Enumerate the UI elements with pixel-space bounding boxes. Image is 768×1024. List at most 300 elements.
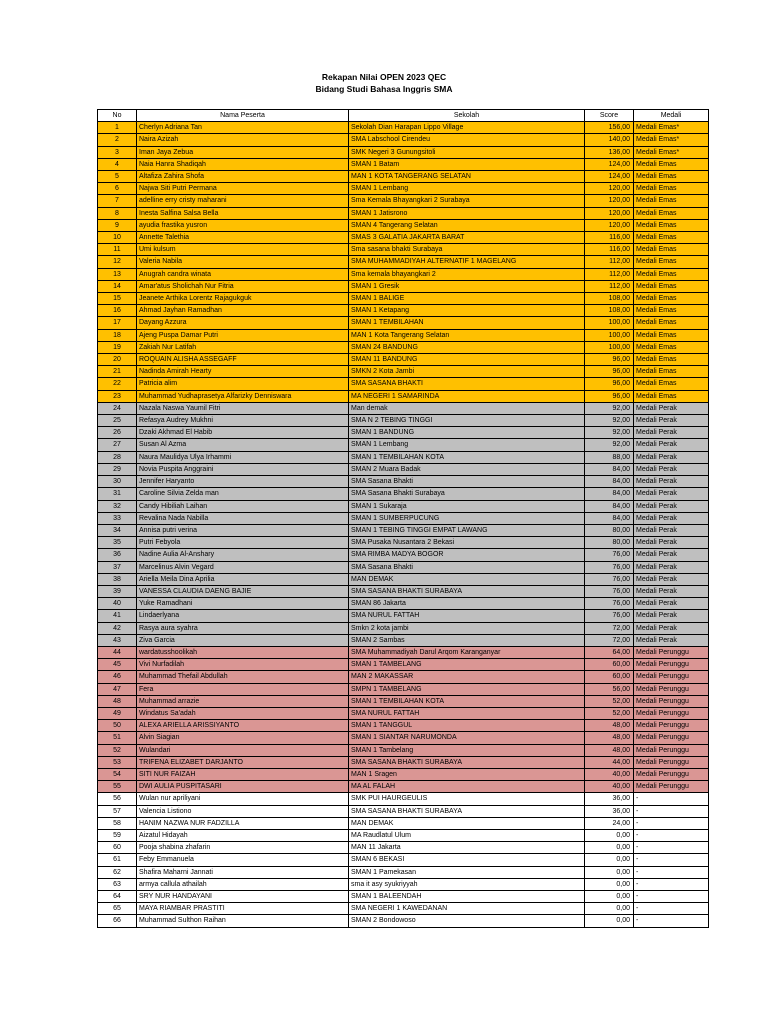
medal-label: Medali Emas <box>634 232 709 244</box>
score-value: 96,00 <box>585 378 634 390</box>
table-row <box>98 891 709 903</box>
school-name: Sma sasana bhakti Surabaya <box>349 244 585 256</box>
school-name: SMK Negeri 3 Gunungsitoli <box>349 146 585 158</box>
school-name: SMAN 1 TAMBELANG <box>349 659 585 671</box>
participant-name: Revalina Nada Nabilla <box>137 512 349 524</box>
table-row <box>98 866 709 878</box>
medal-label: - <box>634 805 709 817</box>
score-value: 44,00 <box>585 756 634 768</box>
participant-number: 18 <box>98 329 137 341</box>
score-value: 100,00 <box>585 317 634 329</box>
participant-number: 40 <box>98 598 137 610</box>
school-name: SMAN 1 TEMBILAHAN KOTA <box>349 451 585 463</box>
score-value: 48,00 <box>585 732 634 744</box>
score-value: 76,00 <box>585 598 634 610</box>
participant-number: 35 <box>98 537 137 549</box>
participant-number: 63 <box>98 878 137 890</box>
participant-number: 57 <box>98 805 137 817</box>
participant-name: ALEXA ARIELLA ARISSIYANTO <box>137 720 349 732</box>
table-row <box>98 634 709 646</box>
table-row <box>98 732 709 744</box>
table-row <box>98 744 709 756</box>
participant-name: DWI AULIA PUSPITASARI <box>137 781 349 793</box>
score-value: 116,00 <box>585 232 634 244</box>
participant-number: 65 <box>98 903 137 915</box>
table-row <box>98 829 709 841</box>
participant-name: Ahmad Jayhan Ramadhan <box>137 305 349 317</box>
participant-number: 3 <box>98 146 137 158</box>
participant-name: Najwa Siti Putri Permana <box>137 183 349 195</box>
medal-label: - <box>634 793 709 805</box>
table-row <box>98 585 709 597</box>
score-value: 112,00 <box>585 280 634 292</box>
table-row <box>98 195 709 207</box>
score-value: 112,00 <box>585 256 634 268</box>
school-name: SMAN 1 Sukaraja <box>349 500 585 512</box>
participant-number: 50 <box>98 720 137 732</box>
table-row <box>98 915 709 927</box>
school-name: Man demak <box>349 402 585 414</box>
table-row <box>98 659 709 671</box>
school-name: SMK PUI HAURGEULIS <box>349 793 585 805</box>
medal-label: Medali Emas <box>634 207 709 219</box>
table-row <box>98 537 709 549</box>
participant-name: Feby Emmanuela <box>137 854 349 866</box>
school-name: MAN 2 MAKASSAR <box>349 671 585 683</box>
medal-label: Medali Perak <box>634 598 709 610</box>
medal-label: Medali Perunggu <box>634 659 709 671</box>
score-value: 76,00 <box>585 585 634 597</box>
participant-number: 48 <box>98 695 137 707</box>
table-row <box>98 378 709 390</box>
table-row <box>98 842 709 854</box>
school-name: SMAN 1 Lembang <box>349 183 585 195</box>
table-row <box>98 549 709 561</box>
table-row <box>98 561 709 573</box>
score-value: 64,00 <box>585 646 634 658</box>
medal-label: Medali Perak <box>634 427 709 439</box>
medal-label: Medali Emas <box>634 183 709 195</box>
medal-label: Medali Perak <box>634 439 709 451</box>
medal-label: Medali Perunggu <box>634 720 709 732</box>
participant-number: 10 <box>98 232 137 244</box>
participant-name: Novia Puspita Anggraini <box>137 463 349 475</box>
score-value: 84,00 <box>585 463 634 475</box>
participant-name: Muhammad Thefail Abdullah <box>137 671 349 683</box>
school-name: SMA Sasana Bhakti <box>349 476 585 488</box>
medal-label: Medali Emas <box>634 158 709 170</box>
school-name: SMAN 1 BALEENDAH <box>349 891 585 903</box>
table-row <box>98 622 709 634</box>
participant-name: Putri Febyola <box>137 537 349 549</box>
medal-label: Medali Emas <box>634 317 709 329</box>
participant-name: Nadinda Amirah Hearty <box>137 366 349 378</box>
school-name: SMAN 86 Jakarta <box>349 598 585 610</box>
table-row <box>98 488 709 500</box>
table-row <box>98 671 709 683</box>
participant-name: Caroline Silvia Zelda man <box>137 488 349 500</box>
participant-number: 42 <box>98 622 137 634</box>
medal-label: Medali Perunggu <box>634 732 709 744</box>
score-value: 36,00 <box>585 805 634 817</box>
score-value: 72,00 <box>585 622 634 634</box>
participant-name: TRIFENA ELIZABET DARJANTO <box>137 756 349 768</box>
school-name: sma it asy syukriyyah <box>349 878 585 890</box>
school-name: SMAN 11 BANDUNG <box>349 354 585 366</box>
participant-name: VANESSA CLAUDIA DAENG BAJIE <box>137 585 349 597</box>
table-row <box>98 146 709 158</box>
participant-name: Nadine Aulia Al-Anshary <box>137 549 349 561</box>
participant-name: Naia Hanra Shadiqah <box>137 158 349 170</box>
school-name: SMKN 2 Kota Jambi <box>349 366 585 378</box>
school-name: MAN 1 Sragen <box>349 768 585 780</box>
medal-label: Medali Emas* <box>634 122 709 134</box>
table-row <box>98 756 709 768</box>
table-row <box>98 158 709 170</box>
column-header-name: Nama Peserta <box>137 110 349 122</box>
participant-name: ayudia frastika yusron <box>137 219 349 231</box>
score-value: 92,00 <box>585 402 634 414</box>
score-value: 76,00 <box>585 610 634 622</box>
participant-number: 19 <box>98 341 137 353</box>
school-name: SMA Labschool Cirendeu <box>349 134 585 146</box>
score-value: 120,00 <box>585 219 634 231</box>
participant-name: wardatusshoolikah <box>137 646 349 658</box>
school-name: SMAN 1 SIANTAR NARUMONDA <box>349 732 585 744</box>
score-value: 100,00 <box>585 341 634 353</box>
participant-name: Jennifer Haryanto <box>137 476 349 488</box>
table-row <box>98 366 709 378</box>
table-row <box>98 402 709 414</box>
participant-name: Jeanete Arthika Lorentz Rajagukguk <box>137 293 349 305</box>
participant-name: Pooja shabina zhafarin <box>137 842 349 854</box>
score-value: 76,00 <box>585 573 634 585</box>
medal-label: Medali Perunggu <box>634 683 709 695</box>
table-row <box>98 256 709 268</box>
participant-name: Zakiah Nur Latifah <box>137 341 349 353</box>
score-value: 24,00 <box>585 817 634 829</box>
score-value: 52,00 <box>585 707 634 719</box>
school-name: MAN DEMAK <box>349 573 585 585</box>
medal-label: Medali Emas* <box>634 134 709 146</box>
participant-name: Wulandari <box>137 744 349 756</box>
school-name: SMA SASANA BHAKTI SURABAYA <box>349 805 585 817</box>
table-row <box>98 524 709 536</box>
table-row <box>98 903 709 915</box>
school-name: SMA SASANA BHAKTI SURABAYA <box>349 756 585 768</box>
school-name: SMAN 1 SUMBERPUCUNG <box>349 512 585 524</box>
participant-number: 58 <box>98 817 137 829</box>
participant-number: 9 <box>98 219 137 231</box>
score-value: 40,00 <box>585 768 634 780</box>
participant-name: Annette Talethia <box>137 232 349 244</box>
medal-label: Medali Emas <box>634 280 709 292</box>
table-row <box>98 512 709 524</box>
participant-number: 11 <box>98 244 137 256</box>
participant-name: Anugrah candra winata <box>137 268 349 280</box>
participant-name: armya callula athailah <box>137 878 349 890</box>
score-value: 0,00 <box>585 866 634 878</box>
score-value: 80,00 <box>585 537 634 549</box>
participant-name: Ajeng Puspa Damar Putri <box>137 329 349 341</box>
medal-label: Medali Perunggu <box>634 707 709 719</box>
table-row <box>98 244 709 256</box>
participant-number: 32 <box>98 500 137 512</box>
table-row <box>98 476 709 488</box>
participant-number: 12 <box>98 256 137 268</box>
score-value: 36,00 <box>585 793 634 805</box>
score-value: 96,00 <box>585 366 634 378</box>
table-row <box>98 171 709 183</box>
score-value: 96,00 <box>585 390 634 402</box>
score-value: 56,00 <box>585 683 634 695</box>
column-header-no: No <box>98 110 137 122</box>
participant-name: Naura Maulidya Ulya Irhammi <box>137 451 349 463</box>
table-row <box>98 122 709 134</box>
table-row <box>98 817 709 829</box>
participant-number: 33 <box>98 512 137 524</box>
school-name: SMAN 1 TEMBILAHAN <box>349 317 585 329</box>
participant-name: Alvin Siagian <box>137 732 349 744</box>
score-value: 88,00 <box>585 451 634 463</box>
participant-name: Yuke Ramadhani <box>137 598 349 610</box>
medal-label: Medali Perak <box>634 561 709 573</box>
participant-number: 37 <box>98 561 137 573</box>
school-name: SMAN 24 BANDUNG <box>349 341 585 353</box>
school-name: Sekolah Dian Harapan Lippo Village <box>349 122 585 134</box>
table-row <box>98 390 709 402</box>
medal-label: Medali Perunggu <box>634 768 709 780</box>
table-row <box>98 451 709 463</box>
school-name: SMA Sasana Bhakti <box>349 561 585 573</box>
score-value: 136,00 <box>585 146 634 158</box>
score-value: 40,00 <box>585 781 634 793</box>
participant-number: 60 <box>98 842 137 854</box>
participant-number: 6 <box>98 183 137 195</box>
participant-name: Wulan nur apriliyani <box>137 793 349 805</box>
table-row <box>98 415 709 427</box>
participant-name: SITI NUR FAIZAH <box>137 768 349 780</box>
medal-label: Medali Perunggu <box>634 695 709 707</box>
school-name: SMA NEGERI 1 KAWEDANAN <box>349 903 585 915</box>
score-value: 120,00 <box>585 195 634 207</box>
medal-label: Medali Emas <box>634 195 709 207</box>
medal-label: Medali Emas <box>634 390 709 402</box>
score-value: 84,00 <box>585 512 634 524</box>
school-name: MAN 1 Kota Tangerang Selatan <box>349 329 585 341</box>
participant-number: 16 <box>98 305 137 317</box>
participant-name: Dayang Azzura <box>137 317 349 329</box>
medal-label: Medali Emas <box>634 244 709 256</box>
school-name: SMAN 1 BANDUNG <box>349 427 585 439</box>
school-name: MAN 1 KOTA TANGERANG SELATAN <box>349 171 585 183</box>
participant-number: 14 <box>98 280 137 292</box>
score-value: 76,00 <box>585 561 634 573</box>
participant-number: 21 <box>98 366 137 378</box>
score-value: 140,00 <box>585 134 634 146</box>
participant-number: 41 <box>98 610 137 622</box>
school-name: SMA SASANA BHAKTI <box>349 378 585 390</box>
participant-name: Inesta Salfina Salsa Bella <box>137 207 349 219</box>
participant-number: 15 <box>98 293 137 305</box>
table-row <box>98 463 709 475</box>
participant-number: 30 <box>98 476 137 488</box>
participant-name: Shafira Maharni Jannati <box>137 866 349 878</box>
table-row <box>98 610 709 622</box>
medal-label: Medali Perak <box>634 500 709 512</box>
table-row <box>98 500 709 512</box>
score-value: 0,00 <box>585 915 634 927</box>
table-row <box>98 293 709 305</box>
participant-number: 29 <box>98 463 137 475</box>
school-name: SMAN 1 TEMBILAHAN KOTA <box>349 695 585 707</box>
participant-number: 25 <box>98 415 137 427</box>
table-row <box>98 317 709 329</box>
school-name: SMA Pusaka Nusantara 2 Bekasi <box>349 537 585 549</box>
school-name: SMPN 1 TAMBELANG <box>349 683 585 695</box>
medal-label: Medali Perak <box>634 549 709 561</box>
school-name: MAN DEMAK <box>349 817 585 829</box>
score-value: 76,00 <box>585 549 634 561</box>
medal-label: - <box>634 903 709 915</box>
medal-label: Medali Emas <box>634 268 709 280</box>
participant-number: 62 <box>98 866 137 878</box>
participant-name: Rasya aura syahra <box>137 622 349 634</box>
school-name: Sma kemala bhayangkari 2 <box>349 268 585 280</box>
table-row <box>98 207 709 219</box>
score-value: 112,00 <box>585 268 634 280</box>
participant-name: Candy Hibiliah Laihan <box>137 500 349 512</box>
school-name: MAN 11 Jakarta <box>349 842 585 854</box>
table-row <box>98 793 709 805</box>
school-name: SMA N 2 TEBING TINGGI <box>349 415 585 427</box>
participant-name: ROQUAIN ALISHA ASSEGAFF <box>137 354 349 366</box>
medal-label: Medali Perak <box>634 415 709 427</box>
participant-number: 7 <box>98 195 137 207</box>
school-name: SMAN 2 Sambas <box>349 634 585 646</box>
participant-number: 38 <box>98 573 137 585</box>
participant-number: 47 <box>98 683 137 695</box>
school-name: SMAN 1 Batam <box>349 158 585 170</box>
medal-label: Medali Perak <box>634 573 709 585</box>
school-name: SMA NURUL FATTAH <box>349 610 585 622</box>
header-row <box>98 110 709 122</box>
school-name: SMAN 1 Lembang <box>349 439 585 451</box>
participant-number: 34 <box>98 524 137 536</box>
score-value: 92,00 <box>585 439 634 451</box>
score-value: 108,00 <box>585 305 634 317</box>
score-value: 48,00 <box>585 720 634 732</box>
participant-name: Lindaerlyana <box>137 610 349 622</box>
table-row <box>98 573 709 585</box>
score-value: 116,00 <box>585 244 634 256</box>
participant-number: 22 <box>98 378 137 390</box>
score-value: 0,00 <box>585 829 634 841</box>
participant-name: Ariella Meila Dina Aprilia <box>137 573 349 585</box>
participant-number: 8 <box>98 207 137 219</box>
participant-name: Susan Al Azma <box>137 439 349 451</box>
participant-number: 53 <box>98 756 137 768</box>
school-name: SMAN 1 Pamekasan <box>349 866 585 878</box>
medal-label: Medali Emas <box>634 354 709 366</box>
school-name: SMAN 1 Jatisrono <box>349 207 585 219</box>
participant-number: 66 <box>98 915 137 927</box>
participant-number: 51 <box>98 732 137 744</box>
medal-label: Medali Emas* <box>634 146 709 158</box>
participant-number: 24 <box>98 402 137 414</box>
participant-name: Muhammad Sulthon Raihan <box>137 915 349 927</box>
participant-name: Iman Jaya Zebua <box>137 146 349 158</box>
participant-name: SRY NUR HANDAYANI <box>137 891 349 903</box>
score-value: 156,00 <box>585 122 634 134</box>
school-name: SMA RIMBA MADYA BOGOR <box>349 549 585 561</box>
school-name: SMAN 1 TANGGUL <box>349 720 585 732</box>
table-row <box>98 878 709 890</box>
score-value: 60,00 <box>585 659 634 671</box>
score-value: 0,00 <box>585 891 634 903</box>
table-row <box>98 720 709 732</box>
table-row <box>98 439 709 451</box>
score-value: 72,00 <box>585 634 634 646</box>
school-name: SMAN 1 Tambelang <box>349 744 585 756</box>
medal-label: Medali Perunggu <box>634 646 709 658</box>
school-name: SMAN 4 Tangerang Selatan <box>349 219 585 231</box>
medal-label: - <box>634 829 709 841</box>
medal-label: Medali Emas <box>634 305 709 317</box>
table-row <box>98 268 709 280</box>
participant-name: Windatus Sa'adah <box>137 707 349 719</box>
medal-label: Medali Perak <box>634 402 709 414</box>
school-name: MA AL FALAH <box>349 781 585 793</box>
table-row <box>98 427 709 439</box>
medal-label: Medali Emas <box>634 219 709 231</box>
school-name: SMAN 1 TEBING TINGGI EMPAT LAWANG <box>349 524 585 536</box>
participant-number: 23 <box>98 390 137 402</box>
medal-label: Medali Emas <box>634 171 709 183</box>
table-row <box>98 183 709 195</box>
school-name: SMA SASANA BHAKTI SURABAYA <box>349 585 585 597</box>
participant-number: 20 <box>98 354 137 366</box>
participant-number: 64 <box>98 891 137 903</box>
table-row <box>98 707 709 719</box>
participant-name: Naira Azizah <box>137 134 349 146</box>
score-value: 80,00 <box>585 524 634 536</box>
participant-name: adelline erry cristy maharani <box>137 195 349 207</box>
medal-label: Medali Perak <box>634 512 709 524</box>
participant-number: 56 <box>98 793 137 805</box>
table-row <box>98 134 709 146</box>
participant-number: 5 <box>98 171 137 183</box>
score-value: 84,00 <box>585 476 634 488</box>
school-name: SMAN 6 BEKASI <box>349 854 585 866</box>
score-value: 92,00 <box>585 427 634 439</box>
school-name: SMAN 1 Ketapang <box>349 305 585 317</box>
participant-number: 17 <box>98 317 137 329</box>
table-row <box>98 805 709 817</box>
score-value: 60,00 <box>585 671 634 683</box>
score-value: 124,00 <box>585 171 634 183</box>
participant-number: 31 <box>98 488 137 500</box>
participant-number: 46 <box>98 671 137 683</box>
participant-name: Ziva Garcia <box>137 634 349 646</box>
participant-name: Fera <box>137 683 349 695</box>
document-title: Rekapan Nilai OPEN 2023 QEC <box>321 72 447 82</box>
table-row <box>98 695 709 707</box>
participant-name: Dzaki Akhmad El Habib <box>137 427 349 439</box>
score-value: 120,00 <box>585 183 634 195</box>
medal-label: Medali Perak <box>634 476 709 488</box>
school-name: SMA NURUL FATTAH <box>349 707 585 719</box>
